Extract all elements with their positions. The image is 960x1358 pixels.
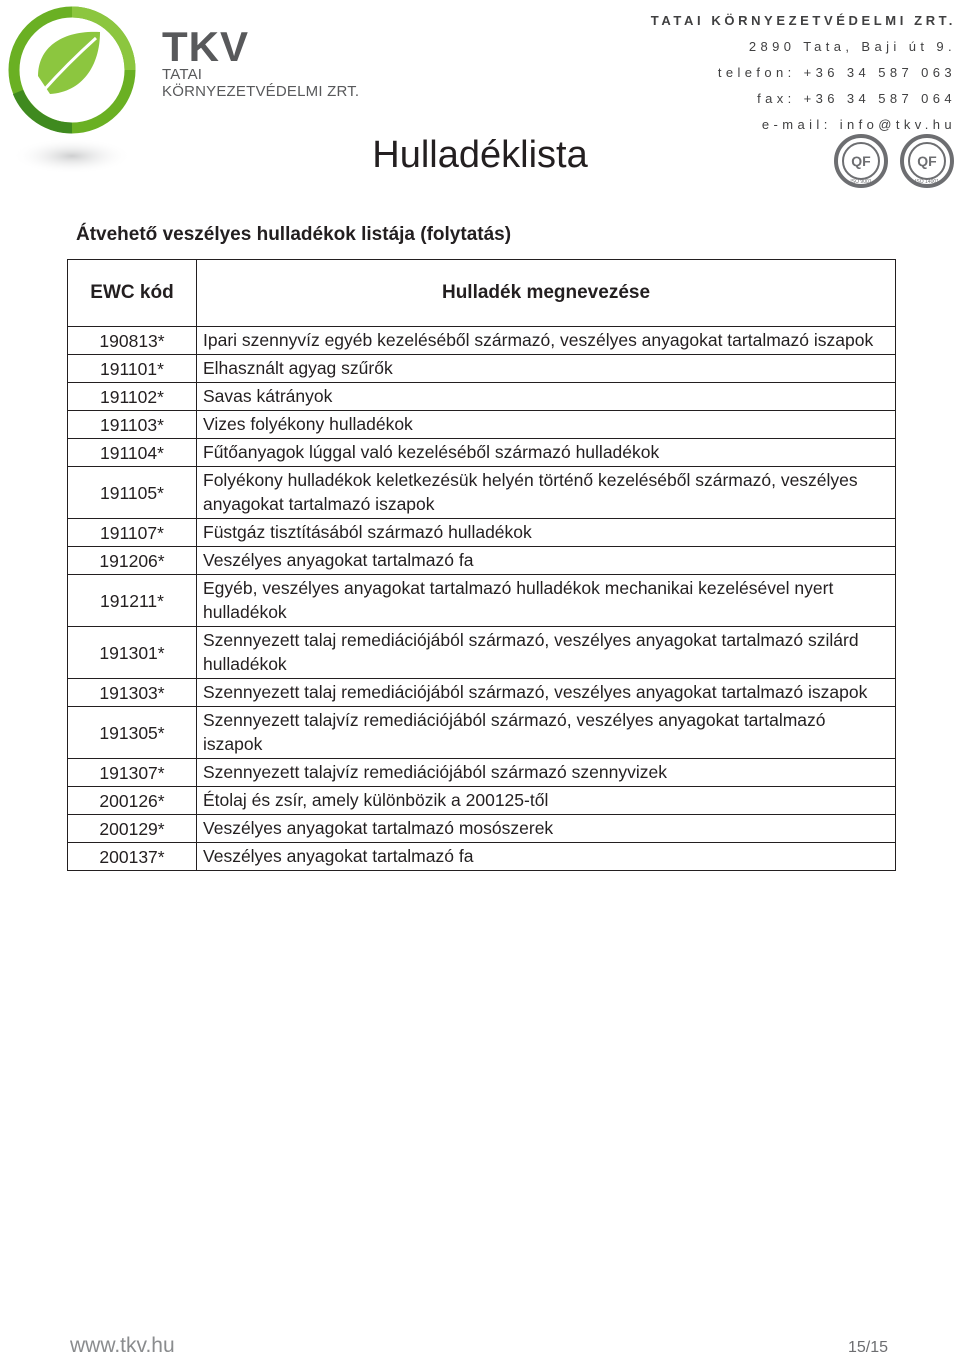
waste-name-cell: Folyékony hulladékok keletkezésük helyén történő kezeléséből származó, veszélyes anyagokat tartalmazó iszapok: [197, 467, 896, 519]
waste-name-cell: Elhasznált agyag szűrők: [197, 355, 896, 383]
ewc-code-cell: 191303*: [68, 679, 197, 707]
column-header-waste-name: Hulladék megnevezése: [197, 260, 896, 327]
waste-name-cell: Étolaj és zsír, amely különbözik a 200125-től: [197, 787, 896, 815]
brand-name: TKV: [162, 23, 249, 70]
svg-text:ISO 9001: ISO 9001: [850, 179, 872, 185]
footer-website: www.tkv.hu: [70, 1334, 175, 1357]
table-row: [68, 547, 896, 575]
svg-text:QF: QF: [917, 153, 937, 169]
svg-text:ISO 14001: ISO 14001: [915, 179, 939, 185]
ewc-code-cell: 200129*: [68, 815, 197, 843]
table-row: [68, 843, 896, 871]
svg-text:QF: QF: [851, 153, 871, 169]
ewc-code-cell: 191103*: [68, 411, 197, 439]
ewc-code-cell: 191206*: [68, 547, 197, 575]
ewc-code-cell: 191102*: [68, 383, 197, 411]
table-row: [68, 355, 896, 383]
table-row: [68, 327, 896, 355]
waste-table: [67, 259, 896, 871]
waste-name-cell: Szennyezett talaj remediációjából származó, veszélyes anyagokat tartalmazó szilárd hulladékok: [197, 627, 896, 679]
waste-name-cell: Egyéb, veszélyes anyagokat tartalmazó hulladékok mechanikai kezelésével nyert hulladékok: [197, 575, 896, 627]
ewc-code-cell: 191104*: [68, 439, 197, 467]
ewc-code-cell: 191307*: [68, 759, 197, 787]
table-row: [68, 519, 896, 547]
ewc-code-cell: 191301*: [68, 627, 197, 679]
ewc-code-cell: 191101*: [68, 355, 197, 383]
waste-name-cell: Veszélyes anyagokat tartalmazó fa: [197, 843, 896, 871]
waste-name-cell: Fűtőanyagok lúggal való kezeléséből származó hulladékok: [197, 439, 896, 467]
table-row: [68, 627, 896, 679]
waste-name-cell: Füstgáz tisztításából származó hulladékok: [197, 519, 896, 547]
table-row: [68, 411, 896, 439]
column-header-ewc-code: EWC kód: [68, 260, 197, 327]
brand-line-1: TATAI: [162, 66, 203, 83]
brand-line-2: KÖRNYEZETVÉDELMI ZRT.: [162, 83, 360, 100]
waste-name-cell: Vizes folyékony hulladékok: [197, 411, 896, 439]
contact-block: [651, 8, 956, 138]
company-fax: fax: +36 34 587 064: [757, 91, 956, 106]
table-row: [68, 787, 896, 815]
company-phone: telefon: +36 34 587 063: [717, 65, 956, 80]
table-row: [68, 575, 896, 627]
table-row: [68, 707, 896, 759]
ewc-code-cell: 200137*: [68, 843, 197, 871]
table-body: [68, 327, 896, 871]
company-email: e-mail: info@tkv.hu: [761, 117, 956, 132]
waste-name-cell: Veszélyes anyagokat tartalmazó fa: [197, 547, 896, 575]
brand-wordmark: [162, 23, 360, 100]
waste-name-cell: Ipari szennyvíz egyéb kezeléséből származó, veszélyes anyagokat tartalmazó iszapok: [197, 327, 896, 355]
company-name: TATAI KÖRNYEZETVÉDELMI ZRT.: [650, 13, 956, 28]
table-row: [68, 439, 896, 467]
waste-name-cell: Szennyezett talajvíz remediációjából származó, veszélyes anyagokat tartalmazó iszapok: [197, 707, 896, 759]
ewc-code-cell: 191107*: [68, 519, 197, 547]
table-row: [68, 679, 896, 707]
ewc-code-cell: 191305*: [68, 707, 197, 759]
page-title: Hulladéklista: [372, 134, 588, 176]
table-row: [68, 383, 896, 411]
table-row: [68, 759, 896, 787]
waste-name-cell: Szennyezett talaj remediációjából származó, veszélyes anyagokat tartalmazó iszapok: [197, 679, 896, 707]
section-subtitle: Átvehető veszélyes hulladékok listája (folytatás): [76, 224, 512, 245]
company-address: 2890 Tata, Baji út 9.: [748, 39, 956, 54]
ewc-code-cell: 191105*: [68, 467, 197, 519]
table-row: [68, 815, 896, 843]
waste-table-container: [67, 259, 895, 871]
ewc-code-cell: 190813*: [68, 327, 197, 355]
table-header-row: [68, 260, 896, 327]
page-number: 15/15: [847, 1339, 888, 1356]
waste-name-cell: Szennyezett talajvíz remediációjából származó szennyvizek: [197, 759, 896, 787]
waste-name-cell: Savas kátrányok: [197, 383, 896, 411]
ewc-code-cell: 200126*: [68, 787, 197, 815]
ewc-code-cell: 191211*: [68, 575, 197, 627]
table-row: [68, 467, 896, 519]
waste-name-cell: Veszélyes anyagokat tartalmazó mosószerek: [197, 815, 896, 843]
